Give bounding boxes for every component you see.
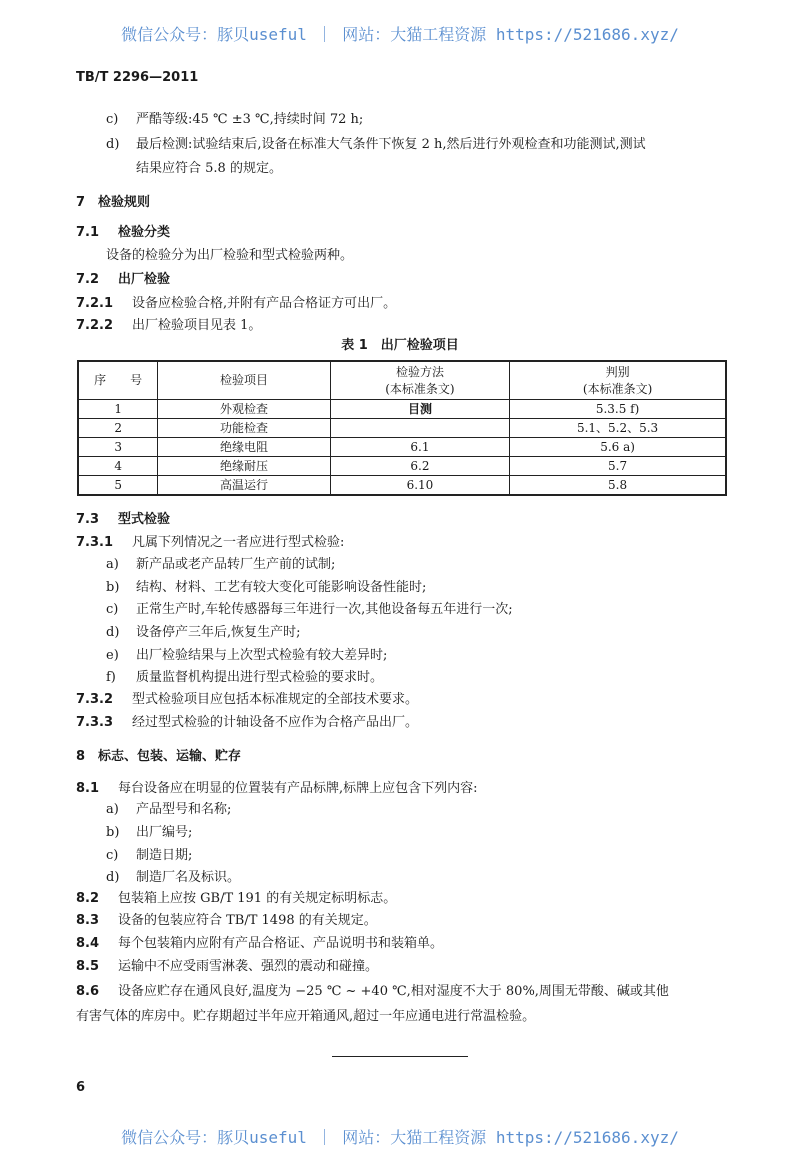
paragraph: 出厂检验项目见表 1。 [132,318,262,333]
standard-code: TB/T 2296—2011 [76,70,199,85]
cell: 6.2 [330,457,509,476]
page-number: 6 [76,1080,86,1095]
cell: 4 [78,457,158,476]
cell: 5.6 a) [510,438,726,457]
section-number: 7.3.3 [76,715,114,730]
header-line: (本标准条文) [582,381,653,396]
list-text: 严酷等级:45 ℃ ±3 ℃,持续时间 72 h; [136,112,364,127]
list-label: c) [106,602,119,617]
section-number: 7 [76,195,86,210]
list-label: f) [106,670,116,685]
header-line: 判别 [605,364,630,379]
cell: 5.3.5 f) [510,400,726,419]
list-text: 出厂编号; [136,825,193,840]
list-label: d) [106,625,120,640]
cell: 1 [78,400,158,419]
section-number: 7.2.1 [76,296,114,311]
watermark-bottom: 微信公众号：豚贝useful ｜ 网站：大猫工程资源 https://521686.xyz/ [121,1128,679,1147]
list-text: 制造厂名及标识。 [136,870,241,885]
section-number: 8.2 [76,891,100,906]
section-number: 8 [76,749,86,764]
section-number: 8.1 [76,781,100,796]
paragraph-cont: 有害气体的库房中。贮存期超过半年应开箱通风,超过一年应通电进行常温检验。 [76,1009,536,1024]
table-row [78,419,726,438]
section-title: 型式检验 [118,512,171,527]
header-line: 检验方法 [395,364,444,379]
table-row [78,476,726,496]
paragraph: 设备的包装应符合 TB/T 1498 的有关规定。 [118,913,377,928]
list-text: 制造日期; [136,848,193,863]
list-text-cont: 结果应符合 5.8 的规定。 [136,161,282,176]
list-text: 最后检测:试验结束后,设备在标准大气条件下恢复 2 h,然后进行外观检查和功能测试,测试 [136,137,646,152]
cell [330,419,509,438]
list-text: 结构、材料、工艺有较大变化可能影响设备性能时; [136,580,427,595]
header-cell: 序 号 [78,361,158,400]
cell: 高温运行 [158,476,330,496]
list-label: c) [106,848,119,863]
list-label: a) [106,557,119,572]
section-number: 7.3 [76,512,100,527]
cell: 6.1 [330,438,509,457]
section-number: 7.1 [76,225,100,240]
section-title: 检验规则 [98,195,151,210]
list-label: a) [106,802,119,817]
section-number: 7.2.2 [76,318,114,333]
inspection-table [77,360,727,496]
section-number: 7.3.1 [76,535,114,550]
section-number: 8.4 [76,936,100,951]
paragraph: 设备应检验合格,并附有产品合格证方可出厂。 [132,296,397,311]
cell: 3 [78,438,158,457]
section-number: 8.3 [76,913,100,928]
cell: 功能检查 [158,419,330,438]
paragraph: 每台设备应在明显的位置装有产品标牌,标牌上应包含下列内容: [118,781,478,796]
list-label: e) [106,648,119,663]
section-number: 8.6 [76,984,100,999]
paragraph: 型式检验项目应包括本标准规定的全部技术要求。 [132,692,419,707]
section-title: 检验分类 [118,225,171,240]
table-header-row [78,361,726,400]
table-row [78,438,726,457]
cell: 绝缘电阻 [158,438,330,457]
header-cell [510,361,726,400]
paragraph: 设备的检验分为出厂检验和型式检验两种。 [106,248,354,263]
table-row [78,457,726,476]
list-text: 出厂检验结果与上次型式检验有较大差异时; [136,648,388,663]
list-label: d) [106,137,120,152]
table-title: 表 1 出厂检验项目 [341,338,459,353]
paragraph: 包装箱上应按 GB/T 191 的有关规定标明标志。 [118,891,397,906]
cell: 目测 [330,400,509,419]
list-text: 新产品或老产品转厂生产前的试制; [136,557,336,572]
list-text: 质量监督机构提出进行型式检验的要求时。 [136,670,384,685]
cell: 5 [78,476,158,496]
section-number: 7.3.2 [76,692,114,707]
cell: 5.7 [510,457,726,476]
list-text: 产品型号和名称; [136,802,232,817]
list-label: c) [106,112,119,127]
paragraph: 每个包装箱内应附有产品合格证、产品说明书和装箱单。 [118,936,444,951]
section-number: 7.2 [76,272,100,287]
section-title: 标志、包装、运输、贮存 [98,749,242,764]
paragraph: 凡属下列情况之一者应进行型式检验: [132,535,345,550]
cell: 外观检查 [158,400,330,419]
paragraph: 经过型式检验的计轴设备不应作为合格产品出厂。 [132,715,419,730]
header-cell [330,361,509,400]
paragraph: 运输中不应受雨雪淋袭、强烈的震动和碰撞。 [118,959,379,974]
cell: 2 [78,419,158,438]
section-number: 8.5 [76,959,100,974]
cell: 绝缘耐压 [158,457,330,476]
watermark-top: 微信公众号：豚贝useful ｜ 网站：大猫工程资源 https://521686.xyz/ [121,25,679,44]
list-label: d) [106,870,120,885]
section-title: 出厂检验 [118,272,171,287]
end-rule [332,1056,468,1057]
list-text: 设备停产三年后,恢复生产时; [136,625,301,640]
header-line: (本标准条文) [385,381,455,396]
cell: 5.1、5.2、5.3 [510,419,726,438]
header-cell: 检验项目 [158,361,330,400]
cell: 5.8 [510,476,726,496]
table-row [78,400,726,419]
cell: 6.10 [330,476,509,496]
paragraph: 设备应贮存在通风良好,温度为 −25 ℃ ~ +40 ℃,相对湿度不大于 80%,周围无带酸、碱或其他 [118,984,669,999]
list-label: b) [106,580,120,595]
list-text: 正常生产时,车轮传感器每三年进行一次,其他设备每五年进行一次; [136,602,513,617]
list-label: b) [106,825,120,840]
